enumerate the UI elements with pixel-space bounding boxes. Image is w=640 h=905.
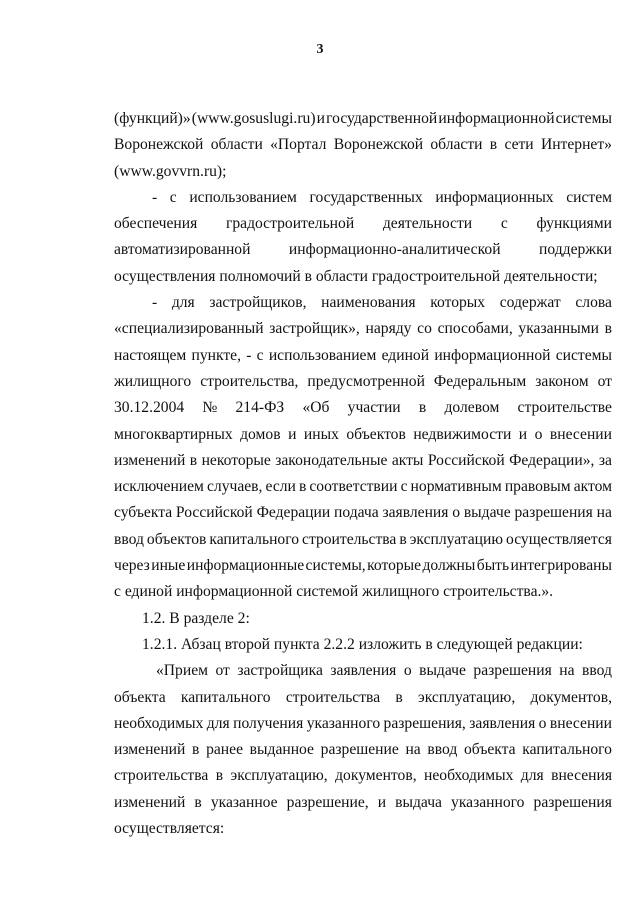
word: на [405,741,421,759]
word: выданное [249,741,314,759]
word: многоквартирных [114,425,233,443]
word: с [256,346,264,364]
word: в [489,136,498,154]
word: случаев, [207,478,263,496]
text-line [114,132,612,158]
word: информационной [434,346,551,364]
word: Федеральным [433,372,527,390]
word: внесении [549,714,612,732]
word: интегрированы [510,557,612,575]
word: поддержки [539,241,612,259]
word: в [298,478,307,496]
word: участии [347,399,401,417]
word: строительства [302,530,397,548]
word: «специализированный [114,320,264,338]
word: Российской [175,504,253,522]
text-line [114,790,612,816]
word: изменений [114,741,186,759]
word: Воронежской [114,136,204,154]
word: о [538,714,547,732]
document-body [114,106,612,842]
page-number: 3 [316,42,324,57]
word: № [202,399,218,417]
word: в [418,399,427,417]
word: информационно-аналитической [288,241,501,259]
word: о [403,662,412,680]
word: указанного [451,793,525,811]
text-line: осуществления полномочий в области градостроительной деятельности; [114,267,598,285]
word: - [246,346,252,364]
word: нормативным [410,478,502,496]
word: пункте, [191,346,241,364]
text-line [114,369,612,395]
word: получения [233,714,304,732]
text-line: с единой информационной системой жилищного строительства.». [114,583,554,601]
word: законодательные [275,451,388,469]
word: наименования [321,294,416,312]
text-line [114,343,612,369]
word: единой [381,346,430,364]
word: ранее [206,741,243,759]
word: 30.12.2004 [114,399,185,417]
word: и [518,425,528,443]
word: использованием [189,188,297,206]
word: функциями [536,215,612,233]
word: «Портал [270,136,327,154]
word: «Об [302,399,330,417]
word: домов [240,425,281,443]
text-line: 1.2. В разделе 2: [142,609,250,627]
word: необходимых [114,714,204,732]
word: (функций)» [114,110,191,127]
word: «Прием [156,662,208,680]
word: о [534,425,543,443]
word: градостроительной [225,215,355,233]
word: информационных [435,188,554,206]
word: заявления [330,662,397,680]
word: Интернет» [540,136,612,154]
word: законом [535,372,589,390]
text-line [114,185,612,211]
word: документов, [335,767,417,785]
word: застройщиков, [209,294,307,312]
word: Федерации [256,504,331,522]
text-line [114,316,612,342]
word: осуществляется [506,530,612,548]
word: эксплуатацию, [230,767,328,785]
word: актом [573,478,612,496]
text-line: (www.govvrn.ru); [114,162,227,180]
text-line [114,395,612,421]
word: застройщик», [269,320,360,338]
word: - [152,188,158,206]
word: от [597,372,612,390]
word: необходимых [424,767,514,785]
word: объекта [463,741,516,759]
word: слова [575,294,612,312]
word: в [215,767,224,785]
word: автоматизированной [114,241,251,259]
word: разрешение [320,741,399,759]
word: которые [367,557,422,575]
text-line [114,422,612,448]
word: строительства, [200,372,299,390]
word: внесения [551,767,612,785]
word: разрешения [533,793,612,811]
word: которых [430,294,486,312]
text-line: 1.2.1. Абзац второй пункта 2.2.2 изложить в следующей редакции: [142,635,583,653]
word: для [206,714,230,732]
word: в [192,741,200,759]
word: за [598,451,612,469]
word: области [430,136,483,154]
word: исключением [114,478,204,496]
word: в [395,688,403,706]
word: заявления [469,714,536,732]
word: разрешения [514,504,593,522]
word: с [400,478,408,496]
word: государственных [309,188,423,206]
word: иные [151,557,186,575]
word: на [596,504,612,522]
text-line [114,711,612,737]
word: способами, [437,320,513,338]
word: недвижимости [413,425,512,443]
word: настоящем [114,346,187,364]
word: акты [391,451,424,469]
word: (www.gosuslugi.ru) [191,110,316,127]
word: строительства [114,767,209,785]
word: указанными [518,320,599,338]
word: если [265,478,296,496]
word: информационные [186,557,305,575]
word: указанное [210,793,278,811]
word: с [169,188,177,206]
word: 214-ФЗ [235,399,285,417]
word: субъекта [114,504,173,522]
word: содержат [499,294,561,312]
word: изменений [114,451,186,469]
word: государственной [326,110,438,127]
word: и [316,110,325,127]
word: систем [566,188,612,206]
word: ввод [427,741,458,759]
word: со [417,320,432,338]
word: внесении [549,425,612,443]
text-line [114,106,612,132]
word: объектов [346,425,406,443]
word: строительстве [517,399,612,417]
word: Воронежской [333,136,424,154]
word: указанного [306,714,381,732]
word: заявления [382,504,449,522]
word: разрешения, [383,714,466,732]
word: эксплуатацию, [418,688,516,706]
word: и [288,425,297,443]
word: выдаче [419,662,466,680]
word: некоторые [201,451,271,469]
word: должны [422,557,476,575]
word: правовым [504,478,571,496]
text-line [114,211,612,237]
text-line [114,658,612,684]
word: изменений [114,793,186,811]
word: в [604,320,612,338]
word: в [399,530,407,548]
text-line [114,737,612,763]
word: с [500,215,508,233]
text-line [114,290,612,316]
word: Российской [427,451,505,469]
word: использованием [268,346,377,364]
text-line [114,763,612,789]
word: ввод [114,530,144,548]
word: быть [476,557,510,575]
word: выдача [395,793,442,811]
word: капитального [209,530,300,548]
word: области [210,136,263,154]
word: документов, [530,688,612,706]
word: ввод [582,662,612,680]
word: предусмотренной [307,372,425,390]
text-line [114,474,612,500]
word: соответствии [309,478,398,496]
word: застройщика [237,662,323,680]
text-line: осуществляется: [114,820,225,838]
word: эксплуатацию [409,530,504,548]
word: строительства [285,688,381,706]
word: и [377,793,387,811]
word: разрешение, [286,793,369,811]
word: наряду [365,320,412,338]
word: для [520,767,544,785]
word: системы [555,346,612,364]
word: деятельности [382,215,473,233]
text-line [114,527,612,553]
word: на [559,662,575,680]
word: системы [555,110,612,127]
text-line [114,685,612,711]
word: обеспечения [114,215,198,233]
word: сети [504,136,534,154]
word: от [215,662,230,680]
word: - [152,294,158,312]
word: о [452,504,461,522]
word: выдаче [463,504,511,522]
word: подача [334,504,379,522]
text-line [114,553,612,579]
word: объекта [114,688,166,706]
word: в [194,793,202,811]
word: для [171,294,195,312]
word: разрешения [473,662,552,680]
word: капитального [180,688,271,706]
word: системы, [305,557,366,575]
word: Федерации», [509,451,595,469]
word: жилищного [114,372,192,390]
word: капитального [522,741,612,759]
word: долевом [444,399,500,417]
text-line [114,237,612,263]
word: объектов [146,530,207,548]
text-line [114,500,612,526]
word: информационной [438,110,555,127]
word: через [114,557,150,575]
text-line [114,448,612,474]
word: в [189,451,198,469]
word: иных [303,425,339,443]
